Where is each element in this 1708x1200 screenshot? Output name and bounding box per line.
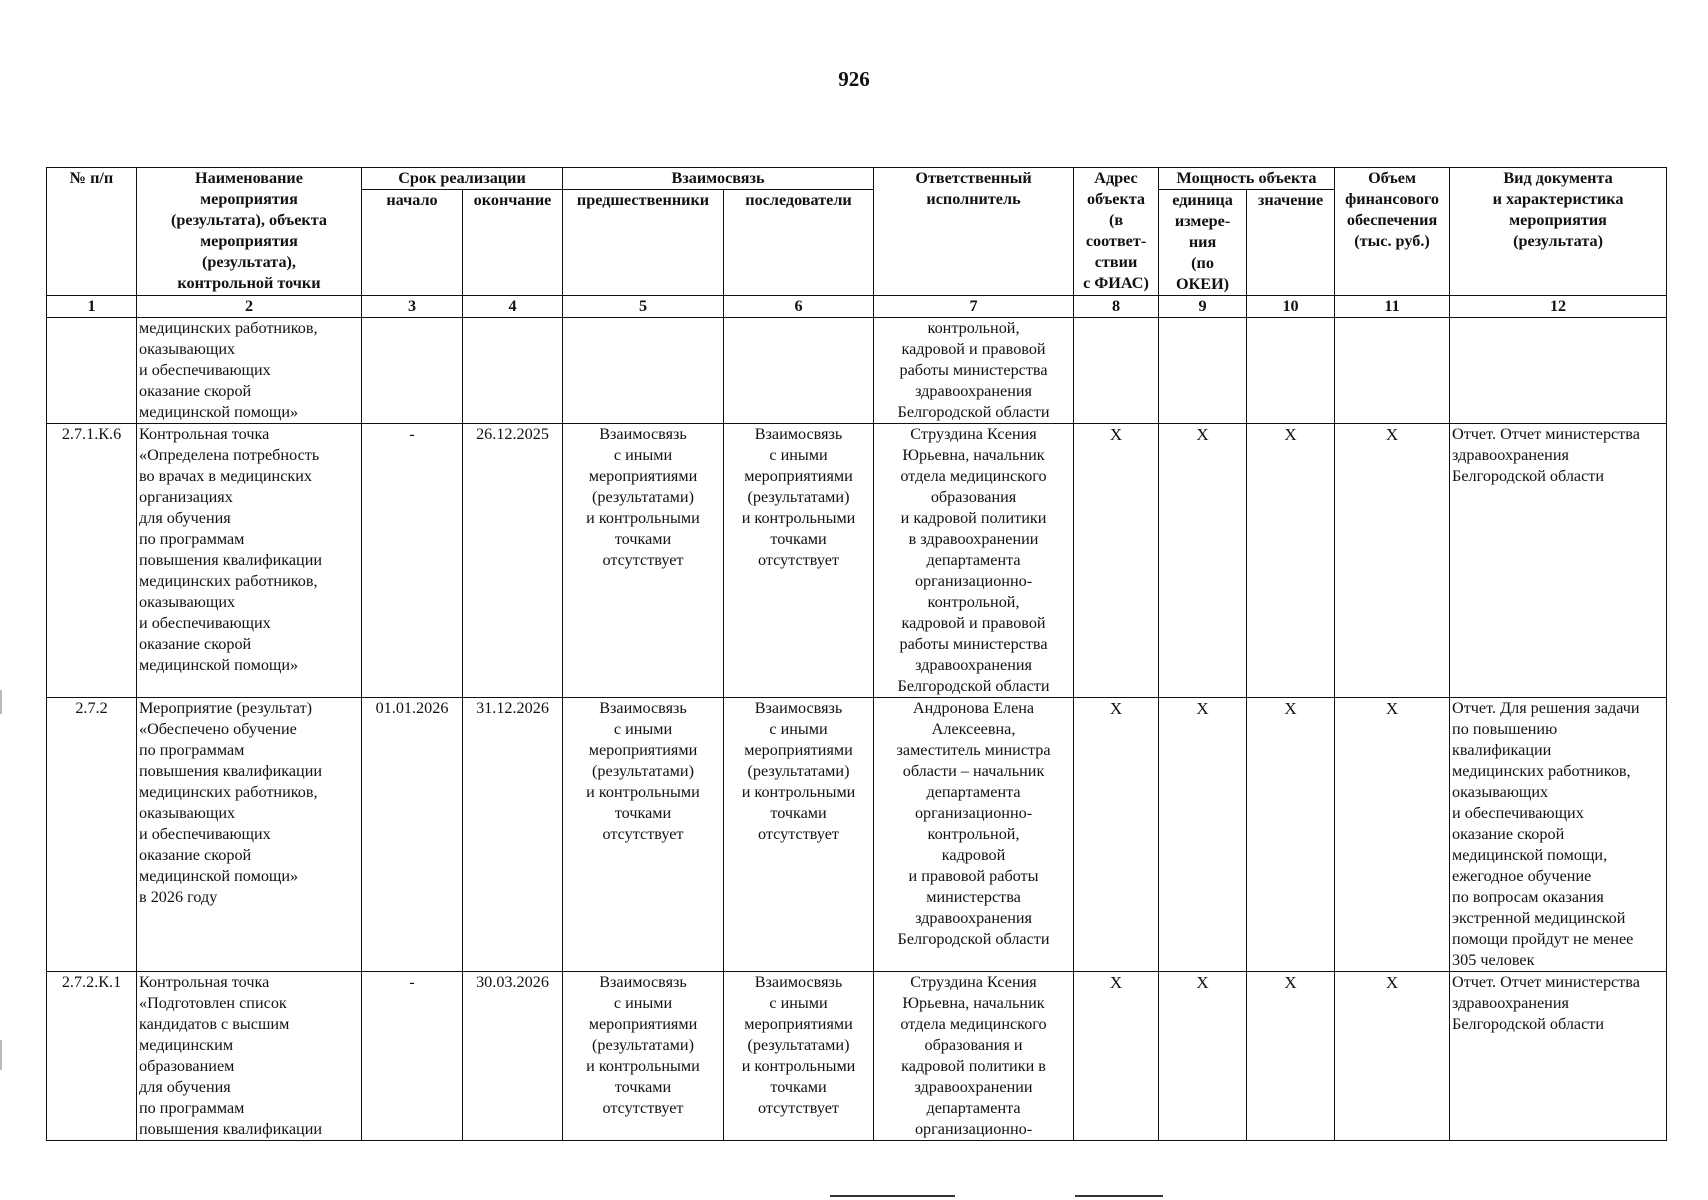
row-end: 31.12.2026 <box>463 698 563 972</box>
scan-bottom-rule <box>1075 1195 1163 1197</box>
column-number: 10 <box>1247 296 1335 318</box>
row-finance: X <box>1335 424 1450 698</box>
row-responsible: Андронова Елена Алексеевна, заместитель министра области – начальник департамента организационно- контрольной, кадровой и правовой работы министерства здравоохранения Белгородской области <box>874 698 1074 972</box>
header-name: Наименование мероприятия (результата), объекта мероприятия (результата), контрольной точки <box>137 168 362 296</box>
scan-margin-mark <box>0 1040 2 1070</box>
row-start: - <box>362 424 463 698</box>
row-end: 30.03.2026 <box>463 972 563 1141</box>
row-next: Взаимосвязь с иными мероприятиями (результатами) и контрольными точками отсутствует <box>724 424 874 698</box>
table-row <box>47 318 1667 424</box>
row-address: X <box>1074 972 1159 1141</box>
row-address: X <box>1074 698 1159 972</box>
header-row-1 <box>47 168 1667 190</box>
header-term-start: начало <box>362 190 463 296</box>
row-name: медицинских работников, оказывающих и обеспечивающих оказание скорой медицинской помощи» <box>137 318 362 424</box>
header-no: № п/п <box>47 168 137 296</box>
column-number: 8 <box>1074 296 1159 318</box>
header-responsible: Ответственный исполнитель <box>874 168 1074 296</box>
row-finance <box>1335 318 1450 424</box>
row-end: 26.12.2025 <box>463 424 563 698</box>
plan-table <box>46 167 1667 1141</box>
column-number: 11 <box>1335 296 1450 318</box>
header-link: Взаимосвязь <box>563 168 874 190</box>
row-end <box>463 318 563 424</box>
header-link-next: последователи <box>724 190 874 296</box>
column-number: 4 <box>463 296 563 318</box>
table-row <box>47 972 1667 1141</box>
header-address: Адрес объекта (в соответ- ствии с ФИАС) <box>1074 168 1159 296</box>
row-prev: Взаимосвязь с иными мероприятиями (результатами) и контрольными точками отсутствует <box>563 698 724 972</box>
row-doc: Отчет. Для решения задачи по повышению квалификации медицинских работников, оказывающих и обеспечивающих оказание скорой медицинской помощи, ежегодное обучение по вопросам оказания экстренной медицинской помощи пройдут не менее 305 человек <box>1450 698 1667 972</box>
row-doc <box>1450 318 1667 424</box>
column-number: 3 <box>362 296 463 318</box>
column-number-row <box>47 296 1667 318</box>
table-row <box>47 424 1667 698</box>
row-name: Контрольная точка «Подготовлен список кандидатов с высшим медицинским образованием для обучения по программам повышения квалификации <box>137 972 362 1141</box>
row-unit <box>1159 318 1247 424</box>
row-finance: X <box>1335 698 1450 972</box>
row-doc: Отчет. Отчет министерства здравоохранения Белгородской области <box>1450 972 1667 1141</box>
row-prev <box>563 318 724 424</box>
row-start <box>362 318 463 424</box>
column-number: 12 <box>1450 296 1667 318</box>
column-number: 1 <box>47 296 137 318</box>
row-prev: Взаимосвязь с иными мероприятиями (результатами) и контрольными точками отсутствует <box>563 972 724 1141</box>
row-unit: X <box>1159 698 1247 972</box>
row-start: - <box>362 972 463 1141</box>
row-prev: Взаимосвязь с иными мероприятиями (результатами) и контрольными точками отсутствует <box>563 424 724 698</box>
header-capacity-value: значение <box>1247 190 1335 296</box>
row-address: X <box>1074 424 1159 698</box>
row-unit: X <box>1159 972 1247 1141</box>
row-finance: X <box>1335 972 1450 1141</box>
row-doc: Отчет. Отчет министерства здравоохранения Белгородской области <box>1450 424 1667 698</box>
row-next <box>724 318 874 424</box>
row-responsible: Струздина Ксения Юрьевна, начальник отдела медицинского образования и кадровой политики в здравоохранении департамента организационно- контрольной, кадровой и правовой работы министерства здравоохранения Белгородской области <box>874 424 1074 698</box>
row-value: X <box>1247 424 1335 698</box>
column-number: 5 <box>563 296 724 318</box>
column-number: 7 <box>874 296 1074 318</box>
header-capacity-unit: единица измере- ния (по ОКЕИ) <box>1159 190 1247 296</box>
scan-margin-mark <box>0 690 2 714</box>
row-responsible: Струздина Ксения Юрьевна, начальник отдела медицинского образования и кадровой политики в здравоохранении департамента организационно- <box>874 972 1074 1141</box>
header-link-prev: предшественники <box>563 190 724 296</box>
table-row <box>47 698 1667 972</box>
header-capacity: Мощность объекта <box>1159 168 1335 190</box>
row-unit: X <box>1159 424 1247 698</box>
row-next: Взаимосвязь с иными мероприятиями (результатами) и контрольными точками отсутствует <box>724 972 874 1141</box>
page-number: 926 <box>838 67 870 91</box>
row-next: Взаимосвязь с иными мероприятиями (результатами) и контрольными точками отсутствует <box>724 698 874 972</box>
header-term-end: окончание <box>463 190 563 296</box>
scan-bottom-rule <box>830 1195 955 1197</box>
header-doc-type: Вид документа и характеристика мероприятия (результата) <box>1450 168 1667 296</box>
row-number: 2.7.2.К.1 <box>47 972 137 1141</box>
row-address <box>1074 318 1159 424</box>
row-number: 2.7.1.К.6 <box>47 424 137 698</box>
row-number <box>47 318 137 424</box>
row-start: 01.01.2026 <box>362 698 463 972</box>
row-name: Контрольная точка «Определена потребность во врачах в медицинских организациях для обучения по программам повышения квалификации медицинских работников, оказывающих и обеспечивающих оказание скорой медицинской помощи» <box>137 424 362 698</box>
row-value <box>1247 318 1335 424</box>
header-term: Срок реализации <box>362 168 563 190</box>
row-value: X <box>1247 698 1335 972</box>
column-number: 6 <box>724 296 874 318</box>
row-name: Мероприятие (результат) «Обеспечено обучение по программам повышения квалификации медицинских работников, оказывающих и обеспечивающих оказание скорой медицинской помощи» в 2026 году <box>137 698 362 972</box>
row-value: X <box>1247 972 1335 1141</box>
row-number: 2.7.2 <box>47 698 137 972</box>
column-number: 2 <box>137 296 362 318</box>
column-number: 9 <box>1159 296 1247 318</box>
row-responsible: контрольной, кадровой и правовой работы министерства здравоохранения Белгородской области <box>874 318 1074 424</box>
header-finance: Объем финансового обеспечения (тыс. руб.) <box>1335 168 1450 296</box>
